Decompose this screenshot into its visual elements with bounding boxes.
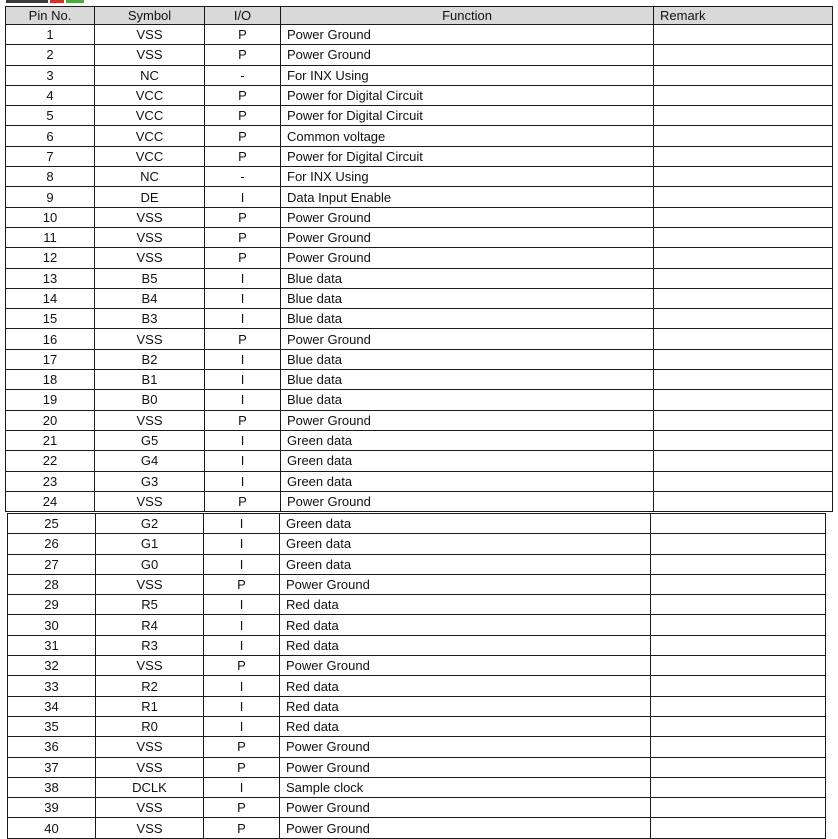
symbol-cell: R1 xyxy=(96,696,204,716)
table-row xyxy=(6,207,833,227)
function-cell: Power Ground xyxy=(281,25,654,45)
function-cell: Power Ground xyxy=(281,329,654,349)
function-cell: Green data xyxy=(280,514,651,534)
function-cell: Power for Digital Circuit xyxy=(281,106,654,126)
remark-cell xyxy=(651,737,826,757)
pin-number-cell: 36 xyxy=(8,737,96,757)
pin-number-cell: 1 xyxy=(6,25,95,45)
io-cell: I xyxy=(204,615,280,635)
function-cell: Power Ground xyxy=(281,227,654,247)
pin-number-cell: 40 xyxy=(8,818,96,838)
remark-cell xyxy=(654,248,833,268)
io-cell: I xyxy=(204,514,280,534)
symbol-cell: G0 xyxy=(96,554,204,574)
remark-cell xyxy=(654,106,833,126)
io-cell: I xyxy=(205,288,281,308)
function-cell: Red data xyxy=(280,595,651,615)
remark-cell xyxy=(654,349,833,369)
pin-number-cell: 27 xyxy=(8,554,96,574)
table-row xyxy=(8,757,826,777)
pin-number-cell: 34 xyxy=(8,696,96,716)
remark-cell xyxy=(654,370,833,390)
function-cell: Green data xyxy=(280,554,651,574)
function-cell: Red data xyxy=(280,676,651,696)
symbol-cell: DCLK xyxy=(96,777,204,797)
pin-number-cell: 2 xyxy=(6,45,95,65)
remark-cell xyxy=(651,635,826,655)
symbol-cell: B4 xyxy=(95,288,205,308)
table-row xyxy=(6,25,833,45)
function-cell: Common voltage xyxy=(281,126,654,146)
remark-cell xyxy=(654,207,833,227)
remark-cell xyxy=(651,818,826,838)
symbol-cell: DE xyxy=(95,187,205,207)
io-cell: P xyxy=(204,737,280,757)
pin-number-cell: 16 xyxy=(6,329,95,349)
symbol-cell: VCC xyxy=(95,106,205,126)
pin-table-top xyxy=(5,6,833,512)
pin-number-cell: 35 xyxy=(8,716,96,736)
logo-green-part xyxy=(66,0,84,3)
table-row xyxy=(8,676,826,696)
pin-number-cell: 6 xyxy=(6,126,95,146)
pin-number-cell: 15 xyxy=(6,309,95,329)
io-cell: P xyxy=(205,106,281,126)
symbol-cell: G2 xyxy=(96,514,204,534)
io-cell: I xyxy=(205,451,281,471)
table-row xyxy=(6,85,833,105)
symbol-cell: VSS xyxy=(95,248,205,268)
table-row xyxy=(8,574,826,594)
pin-number-cell: 13 xyxy=(6,268,95,288)
table-row xyxy=(8,554,826,574)
symbol-cell: VSS xyxy=(96,737,204,757)
function-cell: Power Ground xyxy=(280,574,651,594)
pin-number-cell: 32 xyxy=(8,656,96,676)
symbol-cell: VSS xyxy=(96,757,204,777)
function-cell: Power Ground xyxy=(280,818,651,838)
io-cell: I xyxy=(204,554,280,574)
pin-number-cell: 33 xyxy=(8,676,96,696)
symbol-cell: B2 xyxy=(95,349,205,369)
table-row xyxy=(8,737,826,757)
symbol-cell: VSS xyxy=(95,410,205,430)
symbol-cell: VSS xyxy=(95,25,205,45)
function-cell: Power Ground xyxy=(281,45,654,65)
symbol-cell: VSS xyxy=(95,227,205,247)
remark-cell xyxy=(654,126,833,146)
pin-number-cell: 21 xyxy=(6,430,95,450)
table-row xyxy=(8,777,826,797)
remark-cell xyxy=(651,777,826,797)
table-row xyxy=(6,410,833,430)
remark-cell xyxy=(654,430,833,450)
table-row xyxy=(6,187,833,207)
table-header-row xyxy=(6,7,833,25)
pin-number-cell: 37 xyxy=(8,757,96,777)
table-row xyxy=(6,288,833,308)
pin-number-cell: 7 xyxy=(6,146,95,166)
remark-cell xyxy=(654,309,833,329)
table-row xyxy=(6,126,833,146)
symbol-cell: B1 xyxy=(95,370,205,390)
pin-number-cell: 3 xyxy=(6,65,95,85)
symbol-cell: G3 xyxy=(95,471,205,491)
io-cell: I xyxy=(204,696,280,716)
remark-cell xyxy=(651,656,826,676)
symbol-cell: G5 xyxy=(95,430,205,450)
pin-number-cell: 17 xyxy=(6,349,95,369)
table-row xyxy=(6,491,833,511)
logo-dark-part xyxy=(6,0,48,3)
pin-number-cell: 9 xyxy=(6,187,95,207)
symbol-cell: R4 xyxy=(96,615,204,635)
io-cell: I xyxy=(204,595,280,615)
table-row xyxy=(8,595,826,615)
table-row xyxy=(6,329,833,349)
pin-number-cell: 22 xyxy=(6,451,95,471)
table-row xyxy=(8,534,826,554)
io-cell: P xyxy=(205,25,281,45)
pin-table-top-body xyxy=(6,25,833,512)
remark-cell xyxy=(651,574,826,594)
table-row xyxy=(8,696,826,716)
remark-cell xyxy=(651,534,826,554)
function-cell: Power Ground xyxy=(281,248,654,268)
symbol-cell: VSS xyxy=(96,818,204,838)
pin-number-cell: 20 xyxy=(6,410,95,430)
remark-cell xyxy=(654,65,833,85)
remark-cell xyxy=(654,329,833,349)
table-row xyxy=(6,390,833,410)
io-cell: P xyxy=(204,757,280,777)
remark-cell xyxy=(651,757,826,777)
function-cell: Power for Digital Circuit xyxy=(281,146,654,166)
remark-cell xyxy=(654,288,833,308)
function-cell: Blue data xyxy=(281,309,654,329)
pin-number-cell: 25 xyxy=(8,514,96,534)
table-row xyxy=(6,106,833,126)
symbol-cell: G4 xyxy=(95,451,205,471)
io-cell: P xyxy=(204,574,280,594)
header-symbol: Symbol xyxy=(95,7,205,25)
remark-cell xyxy=(651,716,826,736)
io-cell: P xyxy=(205,146,281,166)
io-cell: P xyxy=(205,45,281,65)
pin-number-cell: 14 xyxy=(6,288,95,308)
function-cell: Red data xyxy=(280,635,651,655)
pin-number-cell: 23 xyxy=(6,471,95,491)
symbol-cell: VCC xyxy=(95,85,205,105)
symbol-cell: NC xyxy=(95,65,205,85)
remark-cell xyxy=(651,514,826,534)
symbol-cell: VSS xyxy=(95,45,205,65)
pin-number-cell: 29 xyxy=(8,595,96,615)
io-cell: P xyxy=(205,491,281,511)
pin-number-cell: 31 xyxy=(8,635,96,655)
table-row xyxy=(8,818,826,838)
function-cell: Data Input Enable xyxy=(281,187,654,207)
remark-cell xyxy=(651,676,826,696)
table-row xyxy=(6,309,833,329)
pin-number-cell: 38 xyxy=(8,777,96,797)
table-row xyxy=(6,65,833,85)
remark-cell xyxy=(654,491,833,511)
io-cell: P xyxy=(205,85,281,105)
table-row xyxy=(6,268,833,288)
remark-cell xyxy=(654,45,833,65)
table-row xyxy=(6,451,833,471)
remark-cell xyxy=(654,85,833,105)
table-row xyxy=(6,167,833,187)
function-cell: Power Ground xyxy=(280,737,651,757)
io-cell: I xyxy=(204,716,280,736)
remark-cell xyxy=(654,410,833,430)
io-cell: I xyxy=(205,268,281,288)
function-cell: Blue data xyxy=(281,288,654,308)
pin-number-cell: 4 xyxy=(6,85,95,105)
table-row xyxy=(6,45,833,65)
pin-number-cell: 10 xyxy=(6,207,95,227)
function-cell: Blue data xyxy=(281,349,654,369)
remark-cell xyxy=(654,146,833,166)
function-cell: Power for Digital Circuit xyxy=(281,85,654,105)
function-cell: Power Ground xyxy=(280,798,651,818)
header-pin-no: Pin No. xyxy=(6,7,95,25)
symbol-cell: B3 xyxy=(95,309,205,329)
pin-number-cell: 12 xyxy=(6,248,95,268)
io-cell: I xyxy=(205,430,281,450)
pin-table-bottom-body xyxy=(8,514,826,839)
table-row xyxy=(6,370,833,390)
symbol-cell: R5 xyxy=(96,595,204,615)
io-cell: I xyxy=(205,471,281,491)
table-row xyxy=(8,656,826,676)
remark-cell xyxy=(654,451,833,471)
function-cell: Power Ground xyxy=(281,207,654,227)
remark-cell xyxy=(651,798,826,818)
function-cell: For INX Using xyxy=(281,65,654,85)
symbol-cell: VCC xyxy=(95,126,205,146)
symbol-cell: G1 xyxy=(96,534,204,554)
table-row xyxy=(6,146,833,166)
pin-number-cell: 19 xyxy=(6,390,95,410)
header-io: I/O xyxy=(205,7,281,25)
remark-cell xyxy=(654,471,833,491)
remark-cell xyxy=(654,167,833,187)
remark-cell xyxy=(651,554,826,574)
io-cell: I xyxy=(204,534,280,554)
io-cell: P xyxy=(204,818,280,838)
function-cell: Red data xyxy=(280,615,651,635)
function-cell: Red data xyxy=(280,716,651,736)
table-row xyxy=(8,514,826,534)
io-cell: I xyxy=(205,390,281,410)
remark-cell xyxy=(654,268,833,288)
remark-cell xyxy=(654,187,833,207)
symbol-cell: B0 xyxy=(95,390,205,410)
symbol-cell: VSS xyxy=(96,574,204,594)
io-cell: P xyxy=(204,798,280,818)
table-row xyxy=(6,471,833,491)
function-cell: Red data xyxy=(280,696,651,716)
symbol-cell: R3 xyxy=(96,635,204,655)
pin-number-cell: 18 xyxy=(6,370,95,390)
function-cell: Blue data xyxy=(281,370,654,390)
table-row xyxy=(6,349,833,369)
pin-table-bottom xyxy=(7,513,826,839)
remark-cell xyxy=(651,696,826,716)
pin-number-cell: 30 xyxy=(8,615,96,635)
io-cell: I xyxy=(204,777,280,797)
function-cell: Blue data xyxy=(281,268,654,288)
io-cell: P xyxy=(205,126,281,146)
table-row xyxy=(8,615,826,635)
function-cell: Green data xyxy=(281,471,654,491)
table-row xyxy=(8,716,826,736)
pin-number-cell: 39 xyxy=(8,798,96,818)
pin-number-cell: 24 xyxy=(6,491,95,511)
io-cell: I xyxy=(205,349,281,369)
io-cell: P xyxy=(205,329,281,349)
table-row xyxy=(8,635,826,655)
function-cell: Green data xyxy=(280,534,651,554)
remark-cell xyxy=(654,227,833,247)
remark-cell xyxy=(654,390,833,410)
function-cell: Green data xyxy=(281,430,654,450)
remark-cell xyxy=(651,615,826,635)
io-cell: P xyxy=(205,227,281,247)
function-cell: For INX Using xyxy=(281,167,654,187)
symbol-cell: VCC xyxy=(95,146,205,166)
table-row xyxy=(8,798,826,818)
function-cell: Power Ground xyxy=(280,656,651,676)
table-row xyxy=(6,227,833,247)
symbol-cell: VSS xyxy=(96,656,204,676)
table-row xyxy=(6,430,833,450)
symbol-cell: NC xyxy=(95,167,205,187)
symbol-cell: R2 xyxy=(96,676,204,696)
pin-number-cell: 28 xyxy=(8,574,96,594)
io-cell: P xyxy=(205,248,281,268)
pin-number-cell: 11 xyxy=(6,227,95,247)
symbol-cell: B5 xyxy=(95,268,205,288)
function-cell: Sample clock xyxy=(280,777,651,797)
io-cell: P xyxy=(205,410,281,430)
pin-number-cell: 5 xyxy=(6,106,95,126)
symbol-cell: VSS xyxy=(95,207,205,227)
symbol-cell: R0 xyxy=(96,716,204,736)
io-cell: P xyxy=(204,656,280,676)
io-cell: P xyxy=(205,207,281,227)
function-cell: Green data xyxy=(281,451,654,471)
symbol-cell: VSS xyxy=(96,798,204,818)
io-cell: I xyxy=(205,187,281,207)
function-cell: Power Ground xyxy=(280,757,651,777)
pin-number-cell: 8 xyxy=(6,167,95,187)
logo-red-part xyxy=(50,0,64,3)
pin-number-cell: 26 xyxy=(8,534,96,554)
function-cell: Power Ground xyxy=(281,410,654,430)
io-cell: I xyxy=(204,676,280,696)
io-cell: - xyxy=(205,167,281,187)
symbol-cell: VSS xyxy=(95,329,205,349)
io-cell: - xyxy=(205,65,281,85)
header-function: Function xyxy=(281,7,654,25)
function-cell: Blue data xyxy=(281,390,654,410)
function-cell: Power Ground xyxy=(281,491,654,511)
table-row xyxy=(6,248,833,268)
io-cell: I xyxy=(204,635,280,655)
remark-cell xyxy=(654,25,833,45)
remark-cell xyxy=(651,595,826,615)
brand-logo xyxy=(6,0,86,4)
symbol-cell: VSS xyxy=(95,491,205,511)
header-remark: Remark xyxy=(654,7,833,25)
io-cell: I xyxy=(205,309,281,329)
io-cell: I xyxy=(205,370,281,390)
